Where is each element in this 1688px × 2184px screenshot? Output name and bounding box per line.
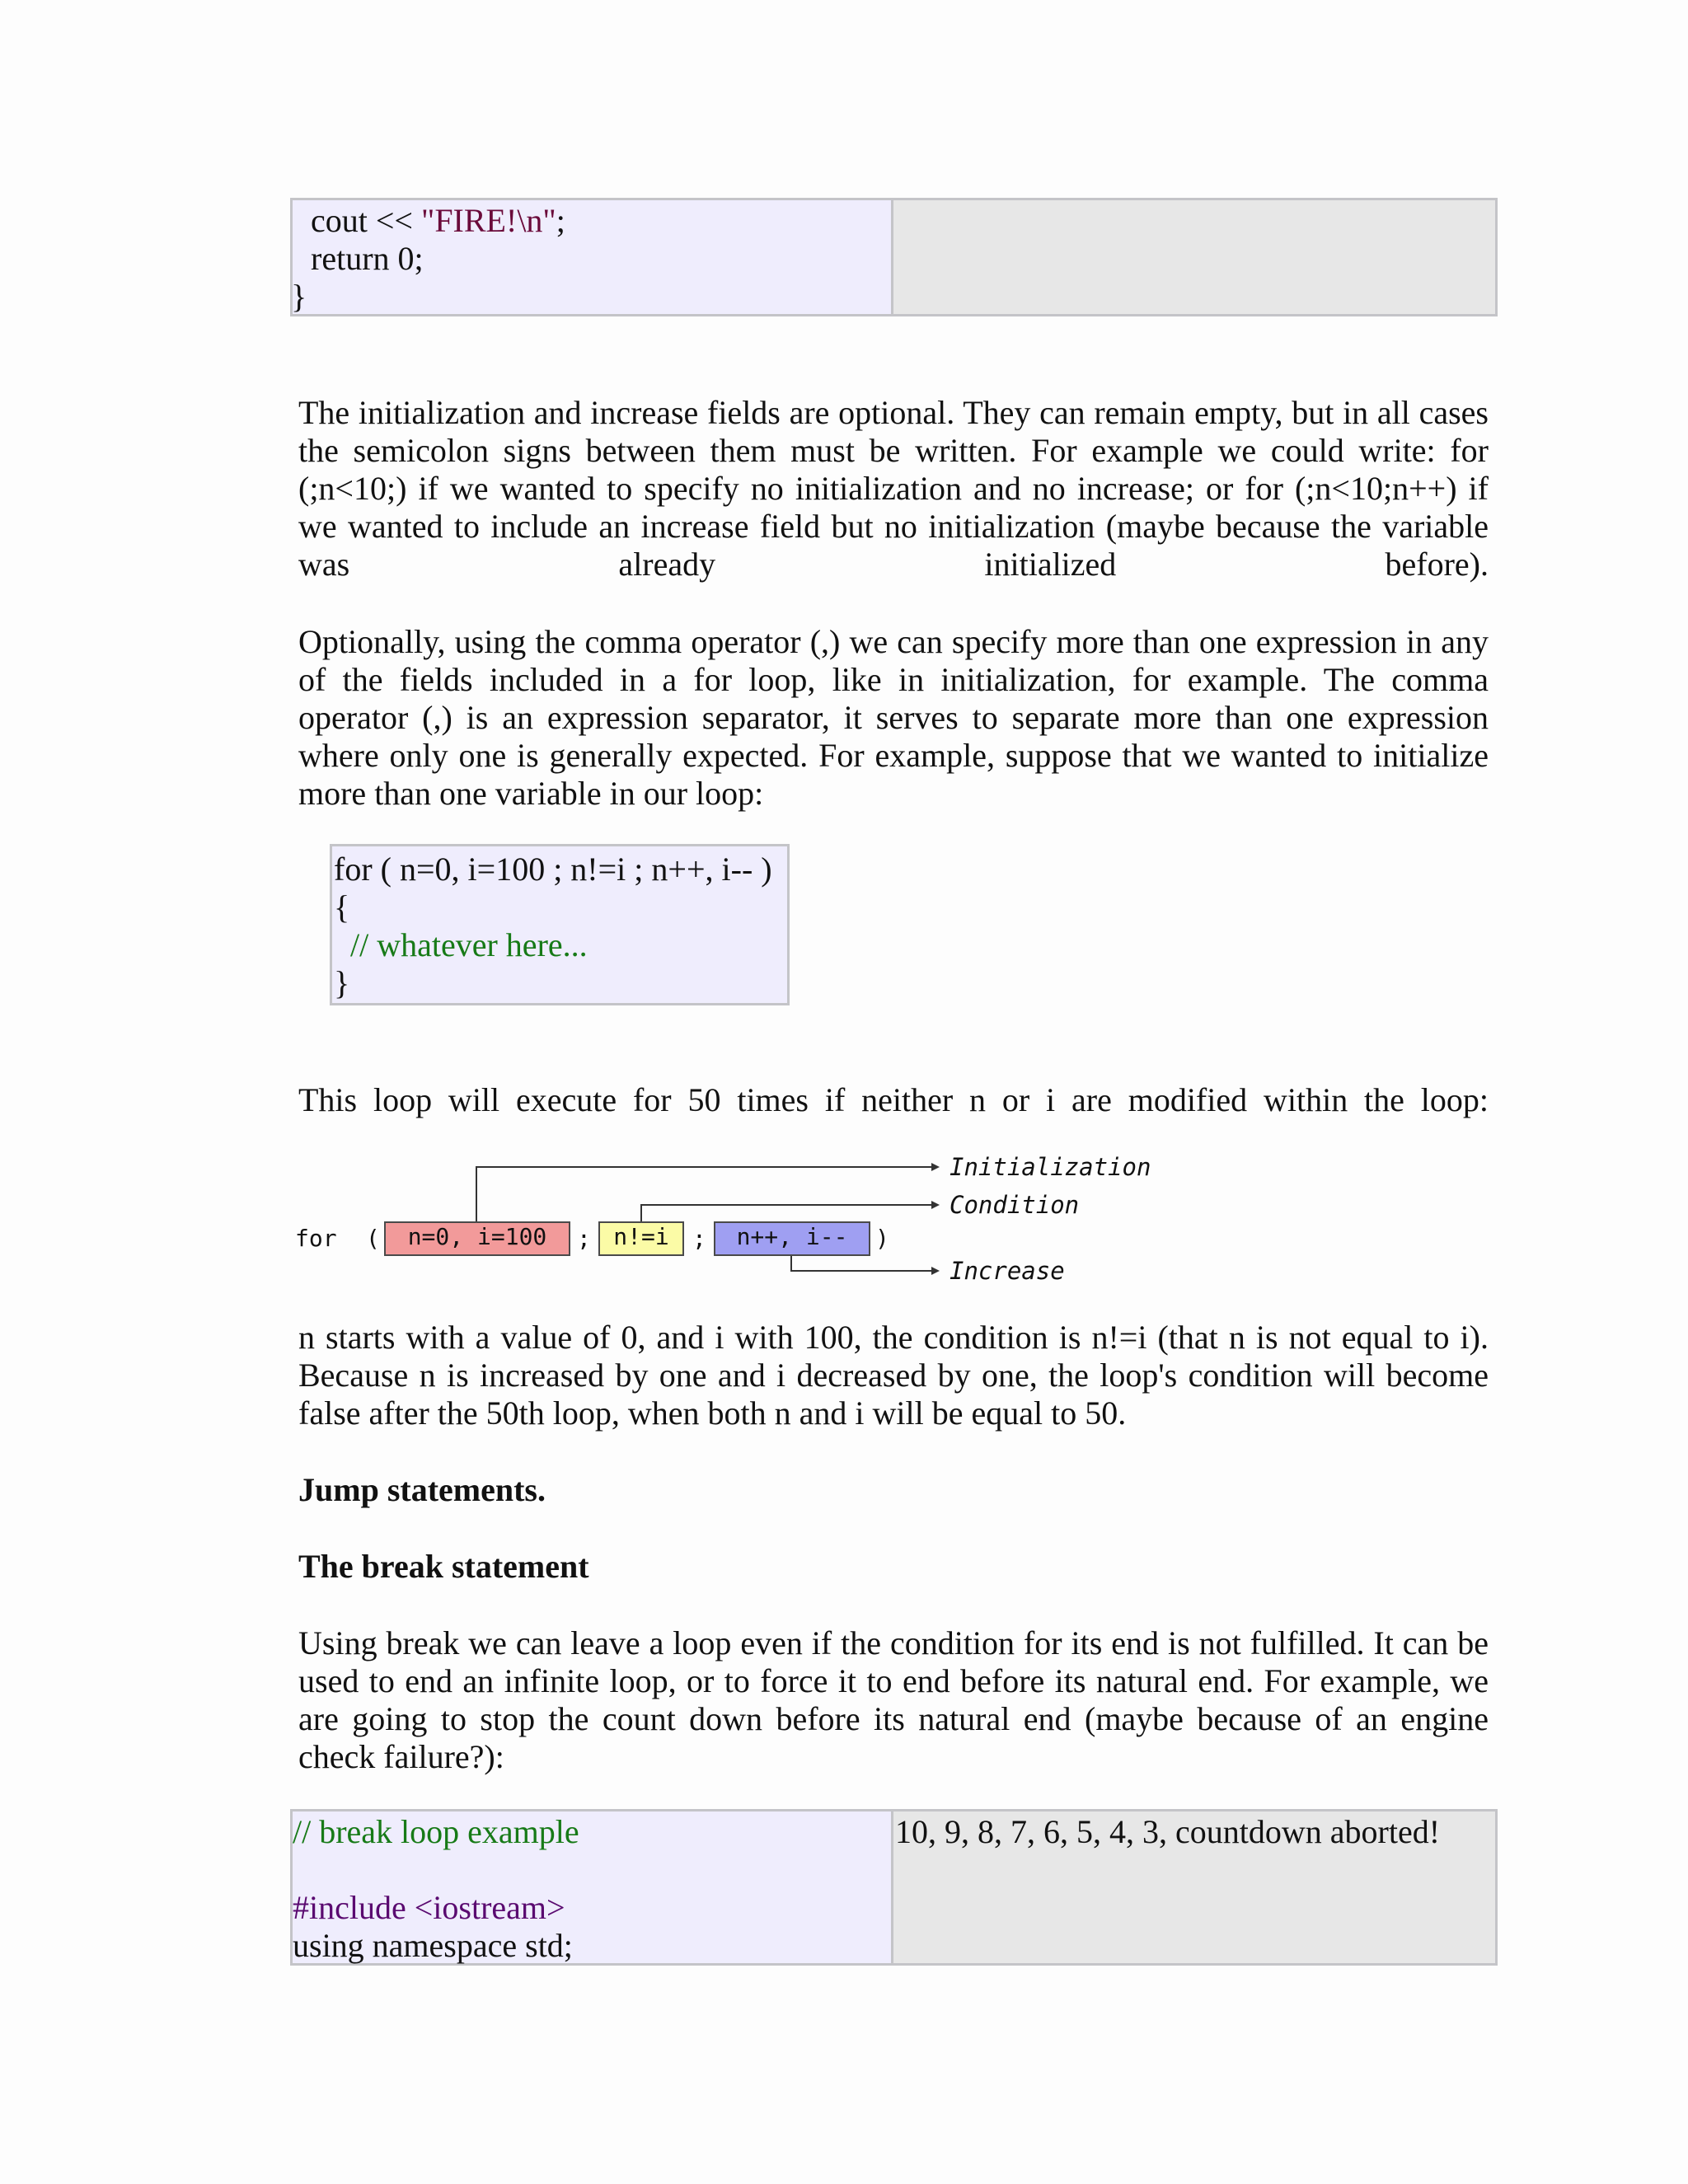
break-output-text: 10, 9, 8, 7, 6, 5, 4, 3, countdown aborted! (895, 1813, 1441, 1850)
paragraph-line: operator (,) is an expression separator, it serves to separate more than one expression (298, 699, 1489, 736)
diagram-sep1: ; (577, 1225, 591, 1252)
diagram-for-keyword: for (295, 1225, 337, 1252)
paragraph-line: check failure?): (298, 1738, 504, 1775)
paragraph-line: was already initialized before). (298, 546, 1489, 583)
paragraph-line: This loop will execute for 50 times if neither n or i are modified within the loop: (298, 1081, 1489, 1118)
snippet-line-for: for ( n=0, i=100 ; n!=i ; n++, i-- ) (334, 851, 772, 888)
paragraph-line: Because n is increased by one and i decreased by one, the loop's condition will become (298, 1357, 1489, 1394)
diagram-label-condition: Condition (950, 1191, 1080, 1219)
paragraph-line: of the fields included in a for loop, like in initialization, for example. The comma (298, 661, 1489, 698)
paragraph-optional-fields (298, 394, 1489, 583)
paragraph-line: (;n<10;) if we wanted to specify no initialization and no increase; or for (;n<10;n++) if (298, 470, 1489, 507)
paragraph-line: the semicolon signs between them must be written. For example we could write: for (298, 432, 1489, 469)
paragraph-line: are going to stop the count down before its natural end (maybe because of an engine (298, 1700, 1489, 1737)
paragraph-comma-operator (298, 623, 1489, 813)
break-code-include: #include <iostream> (293, 1889, 565, 1926)
paragraph-line: n starts with a value of 0, and i with 100, the condition is n!=i (that n is not equal to i). (298, 1319, 1489, 1356)
snippet-line-open-brace: { (334, 888, 350, 926)
top-output-cell (891, 198, 1498, 316)
break-example-code-cell (290, 1809, 893, 1966)
paragraph-loop-explanation (298, 1319, 1489, 1432)
heading-break-statement: The break statement (298, 1548, 589, 1585)
diagram-sep2: ; (692, 1225, 706, 1252)
diagram-cond-box: n!=i (598, 1221, 684, 1256)
paragraph-line: more than one variable in our loop: (298, 775, 764, 812)
code-line-brace: } (291, 278, 307, 315)
for-loop-diagram (293, 1146, 1159, 1294)
break-example-output-cell (891, 1809, 1498, 1966)
break-code-using: using namespace std; (293, 1927, 573, 1964)
heading-jump-statements: Jump statements. (298, 1471, 546, 1508)
diagram-open-paren: ( (366, 1225, 380, 1252)
break-code-comment: // break loop example (293, 1813, 579, 1850)
snippet-line-comment: // whatever here... (334, 926, 588, 963)
top-code-cell (290, 198, 893, 316)
snippet-line-close-brace: } (334, 964, 350, 1001)
paragraph-line: where only one is generally expected. For example, suppose that we wanted to initialize (298, 737, 1489, 774)
diagram-init-box: n=0, i=100 (384, 1221, 570, 1256)
for-snippet-box (330, 844, 790, 1005)
diagram-close-paren: ) (875, 1225, 889, 1252)
code-line-return: return 0; (294, 240, 424, 277)
paragraph-line: used to end an infinite loop, or to force it to end before its natural end. For example, we (298, 1662, 1489, 1699)
paragraph-line: The initialization and increase fields are optional. They can remain empty, but in all cases (298, 394, 1489, 431)
paragraph-line: Optionally, using the comma operator (,) we can specify more than one expression in any (298, 623, 1489, 660)
paragraph-loop-executes (298, 1081, 1489, 1119)
diagram-label-increase: Increase (950, 1257, 1065, 1285)
paragraph-break-description (298, 1624, 1489, 1776)
paragraph-line: we wanted to include an increase field but no initialization (maybe because the variable (298, 508, 1489, 545)
paragraph-line: false after the 50th loop, when both n and i will be equal to 50. (298, 1394, 1127, 1432)
code-line-cout: cout << "FIRE!\n"; (294, 202, 565, 239)
diagram-label-initialization: Initialization (950, 1153, 1151, 1181)
paragraph-line: Using break we can leave a loop even if the condition for its end is not fulfilled. It can be (298, 1624, 1489, 1661)
diagram-incr-box: n++, i-- (714, 1221, 870, 1256)
